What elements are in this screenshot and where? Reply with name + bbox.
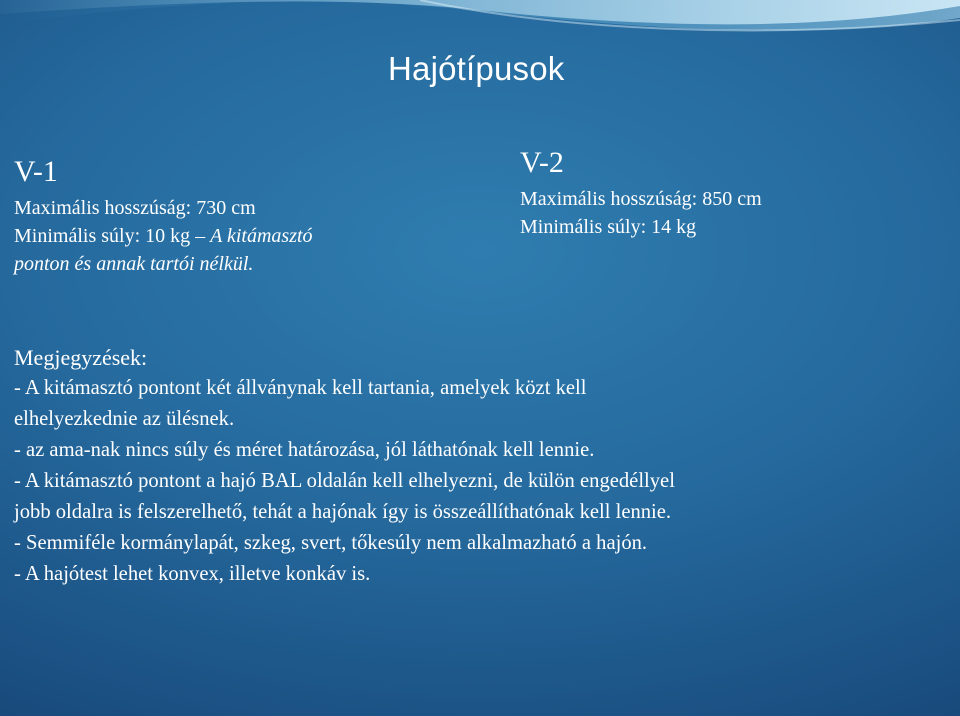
v2-title: V-2 (520, 146, 564, 179)
slide-title: Hajótípusok (388, 50, 565, 87)
note-line: - Semmiféle kormánylapát, szkeg, svert, tőkesúly nem alkalmazható a hajón. (14, 532, 648, 554)
v1-block (14, 154, 434, 278)
notes-heading: Megjegyzések: (14, 345, 148, 370)
note-line: - A hajótest lehet konvex, illetve konkáv is. (14, 563, 371, 585)
v1-dash: – (190, 225, 211, 247)
v1-max-length: Maximális hosszúság: 730 cm (14, 197, 256, 219)
note-line: - A kitámasztó pontont két állványnak kell tartania, amelyek közt kell (14, 377, 587, 399)
note-line: - az ama-nak nincs súly és méret határozása, jól láthatónak kell lennie. (14, 439, 595, 461)
note-line: elhelyezkednie az ülésnek. (14, 408, 235, 430)
v1-note-part2: ponton és annak tartói nélkül. (14, 253, 254, 275)
v2-max-length: Maximális hosszúság: 850 cm (520, 188, 762, 210)
notes-block (14, 343, 944, 590)
v1-title: V-1 (14, 155, 58, 188)
v1-note-part1: A kitámasztó (210, 225, 313, 247)
note-line: jobb oldalra is felszerelhető, tehát a hajónak így is összeállíthatónak kell lennie. (14, 501, 672, 523)
v1-min-weight: Minimális súly: 10 kg (14, 225, 191, 247)
v2-min-weight: Minimális súly: 14 kg (520, 216, 697, 238)
v1-min-weight-line (14, 222, 434, 250)
note-line: - A kitámasztó pontont a hajó BAL oldalán kell elhelyezni, de külön engedéllyel (14, 470, 675, 492)
v2-block (520, 145, 940, 241)
